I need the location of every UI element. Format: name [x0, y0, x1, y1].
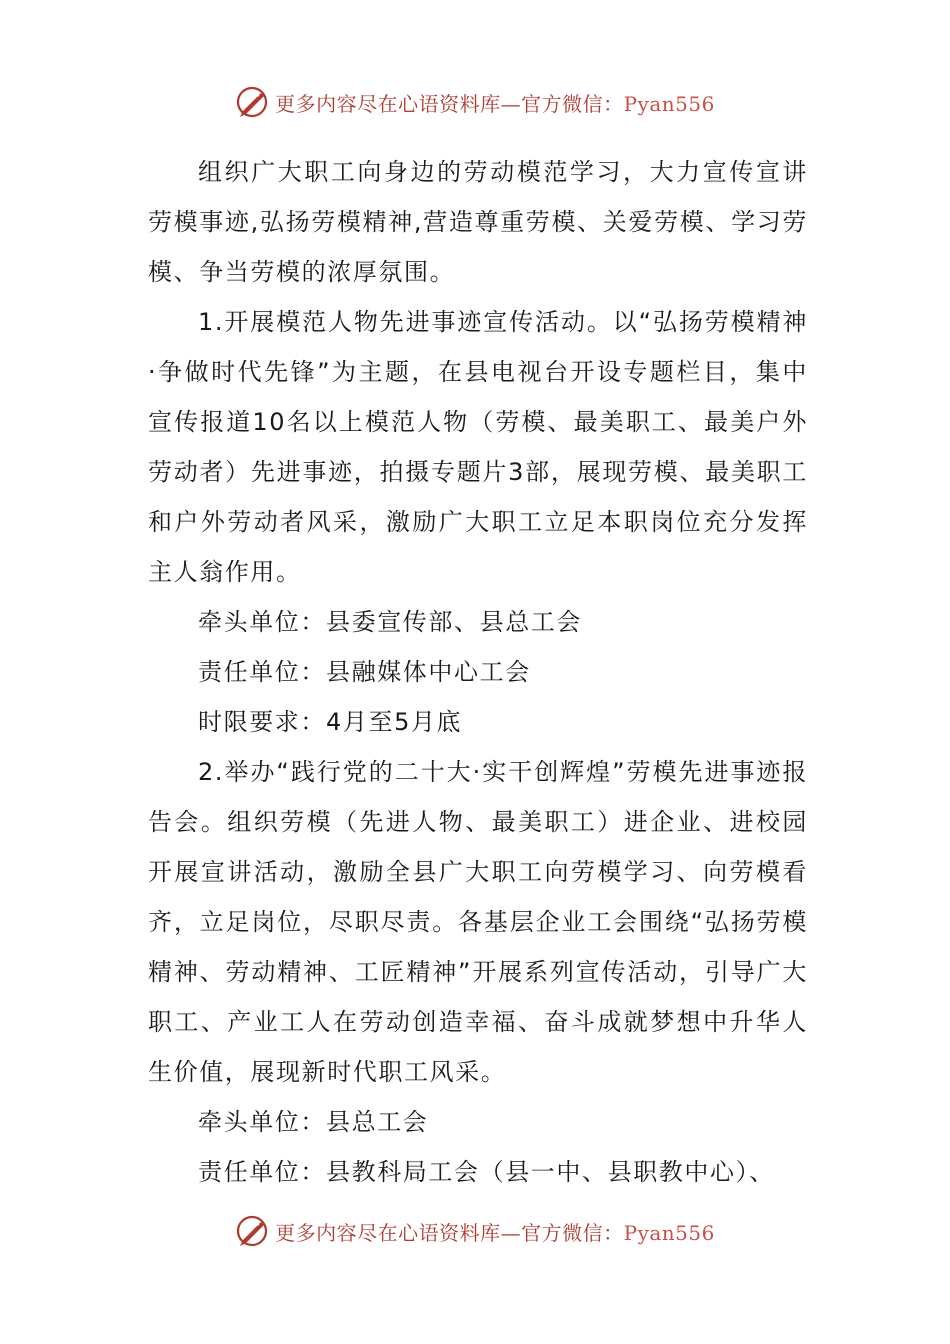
lead-unit-2: 牵头单位：县总工会: [198, 1108, 429, 1136]
wechat-handle: Pyan556: [623, 91, 715, 116]
responsible-unit-2: 责任单位：县教科局工会（县一中、县职教中心）、: [198, 1158, 775, 1186]
watermark-text: 更多内容尽在心语资料库—官方微信：: [275, 91, 624, 116]
paragraph-item-2: 2.举办“践行党的二十大·实干创辉煌”劳模先进事迹报告会。组织劳模（先进人物、最美职工）进企业、进校园开展宣讲活动，激励全县广大职工向劳模学习、向劳模看齐，立足岗位，尽职尽责。各基层企业工会围绕“弘扬劳模精神、劳动精神、工匠精神”开展系列宣传活动，引导广大职工、产业工人在劳动创造幸福、奋斗成就梦想中升华人生价值，展现新时代职工风采。: [148, 758, 808, 1086]
pen-logo-icon: [235, 1213, 271, 1249]
responsible-unit-1: 责任单位：县融媒体中心工会: [198, 658, 531, 686]
paragraph-item-1: 1.开展模范人物先进事迹宣传活动。以“弘扬劳模精神·争做时代先锋”为主题，在县电视台开设专题栏目，集中宣传报道10名以上模范人物（劳模、最美职工、最美户外劳动者）先进事迹，拍摄专题片3部，展现劳模、最美职工和户外劳动者风采，激励广大职工立足本职岗位充分发挥主人翁作用。: [148, 308, 808, 586]
document-body: [148, 147, 808, 1197]
pen-logo-icon: [235, 84, 271, 120]
footer-watermark-banner: [0, 1211, 950, 1251]
deadline-1: 时限要求：4月至5月底: [198, 708, 463, 736]
paragraph-intro: 组织广大职工向身边的劳动模范学习，大力宣传宣讲劳模事迹,弘扬劳模精神,营造尊重劳模、关爱劳模、学习劳模、争当劳模的浓厚氛围。: [148, 158, 808, 286]
header-watermark-banner: [0, 82, 950, 122]
watermark-text: 更多内容尽在心语资料库—官方微信：: [275, 1220, 624, 1245]
lead-unit-1: 牵头单位：县委宣传部、县总工会: [198, 608, 582, 636]
wechat-handle: Pyan556: [623, 1220, 715, 1245]
